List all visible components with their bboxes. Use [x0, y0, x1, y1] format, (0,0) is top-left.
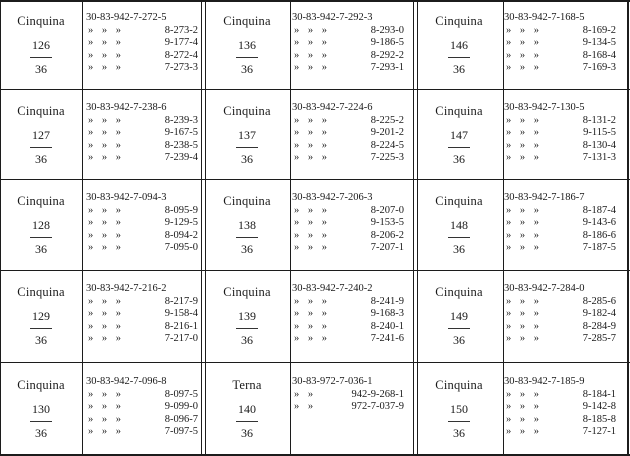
number-sequence-row — [292, 115, 404, 128]
number-sequence: 8-185-8 — [582, 413, 616, 425]
combination-denominator: 36 — [35, 62, 47, 76]
number-sequence: 9-201-2 — [370, 127, 404, 139]
number-sequence-row — [504, 127, 616, 140]
number-sequence-row — [504, 37, 616, 50]
number-sequence: 30-83-972-7-036-1 — [292, 376, 373, 387]
number-sequence-list — [86, 283, 198, 346]
ditto-marks: » » » — [506, 388, 542, 400]
number-sequence-list — [86, 376, 198, 439]
ditto-marks: » » » — [294, 37, 330, 49]
ditto-marks: » » » — [294, 320, 330, 332]
number-sequence: 30-83-942-7-186-7 — [504, 192, 585, 203]
ditto-marks: » » » — [294, 204, 330, 216]
number-sequence: 8-284-9 — [582, 320, 616, 332]
combination-type: Cinquina — [223, 194, 271, 208]
number-sequence: 7-187-5 — [582, 242, 616, 254]
number-sequence: 8-238-5 — [164, 139, 198, 151]
number-sequence-row — [292, 12, 404, 25]
number-sequence-row — [292, 50, 404, 63]
combination-number: 137 — [238, 128, 256, 142]
table-cell — [418, 366, 630, 456]
ditto-marks: » » » — [506, 217, 542, 229]
ditto-marks: » » » — [506, 229, 542, 241]
number-sequence-row — [292, 25, 404, 38]
number-sequence: 8-187-4 — [582, 204, 616, 216]
ditto-marks: » » » — [506, 62, 542, 74]
combination-type: Cinquina — [223, 14, 271, 28]
combination-number: 147 — [450, 128, 468, 142]
number-sequence-row — [86, 376, 198, 389]
number-sequence: 9-186-5 — [370, 37, 404, 49]
number-sequence: 8-206-2 — [370, 229, 404, 241]
ditto-marks: » » » — [88, 401, 124, 413]
ditto-marks: » » » — [88, 139, 124, 151]
number-sequence-row — [504, 192, 616, 205]
number-sequence-row — [504, 217, 616, 230]
number-sequence: 8-224-5 — [370, 139, 404, 151]
ditto-marks: » » » — [506, 152, 542, 164]
fraction-bar — [236, 57, 258, 58]
number-sequence: 30-83-942-7-094-3 — [86, 192, 167, 203]
number-sequence: 7-095-0 — [164, 242, 198, 254]
number-sequence-row — [504, 296, 616, 309]
number-sequence-row — [86, 127, 198, 140]
combination-type: Cinquina — [17, 104, 65, 118]
ditto-marks: » » — [294, 388, 317, 400]
ditto-marks: » » » — [88, 204, 124, 216]
number-sequence-row — [292, 389, 404, 402]
ditto-marks: » » » — [506, 401, 542, 413]
ditto-marks: » » » — [506, 333, 542, 345]
number-sequence: 9-182-4 — [582, 308, 616, 320]
number-sequence: 8-292-2 — [370, 49, 404, 61]
ditto-marks: » » » — [294, 127, 330, 139]
ditto-marks: » » » — [506, 139, 542, 151]
number-sequence: 8-293-0 — [370, 24, 404, 36]
combination-type: Cinquina — [435, 378, 483, 392]
number-sequence-row — [504, 12, 616, 25]
combination-type: Cinquina — [435, 14, 483, 28]
number-sequence-row — [504, 230, 616, 243]
number-sequence: 8-096-7 — [164, 413, 198, 425]
number-sequence-list — [504, 283, 616, 346]
number-sequence: 8-184-1 — [582, 388, 616, 400]
number-sequence-list — [292, 376, 404, 414]
combination-denominator: 36 — [35, 333, 47, 347]
number-sequence-row — [292, 217, 404, 230]
ditto-marks: » » — [294, 401, 317, 413]
fraction-bar — [448, 328, 470, 329]
number-sequence-list — [292, 12, 404, 75]
number-sequence: 8-273-2 — [164, 24, 198, 36]
combination-denominator: 36 — [453, 62, 465, 76]
number-sequence-row — [504, 376, 616, 389]
ditto-marks: » » » — [88, 37, 124, 49]
number-sequence: 9-168-3 — [370, 308, 404, 320]
number-sequence-row — [292, 333, 404, 346]
combination-number: 149 — [450, 309, 468, 323]
number-sequence: 8-285-6 — [582, 295, 616, 307]
number-sequence-row — [86, 401, 198, 414]
number-sequence-row — [86, 217, 198, 230]
number-sequence-row — [504, 50, 616, 63]
number-sequence-row — [504, 242, 616, 255]
number-sequence-list — [292, 283, 404, 346]
ditto-marks: » » » — [88, 308, 124, 320]
number-sequence-row — [86, 192, 198, 205]
number-sequence-row — [86, 115, 198, 128]
number-sequence-list — [86, 102, 198, 165]
number-sequence: 8-240-1 — [370, 320, 404, 332]
ditto-marks: » » » — [506, 24, 542, 36]
number-sequence: 8-094-2 — [164, 229, 198, 241]
number-sequence: 9-158-4 — [164, 308, 198, 320]
fraction-bar — [236, 237, 258, 238]
number-sequence: 30-83-942-7-238-6 — [86, 102, 167, 113]
ditto-marks: » » » — [294, 152, 330, 164]
number-sequence-row — [86, 230, 198, 243]
number-sequence: 8-217-9 — [164, 295, 198, 307]
combination-denominator: 36 — [241, 242, 253, 256]
number-sequence-row — [86, 308, 198, 321]
table-cell — [206, 182, 414, 272]
combination-number: 126 — [32, 38, 50, 52]
number-sequence: 8-216-1 — [164, 320, 198, 332]
number-sequence: 8-130-4 — [582, 139, 616, 151]
number-sequence-row — [86, 333, 198, 346]
ditto-marks: » » » — [88, 62, 124, 74]
number-sequence-row — [292, 296, 404, 309]
table-cell — [0, 2, 202, 92]
combination-type: Cinquina — [17, 14, 65, 28]
number-sequence: 7-207-1 — [370, 242, 404, 254]
number-sequence: 9-115-5 — [583, 127, 616, 139]
combination-denominator: 36 — [453, 426, 465, 440]
number-sequence-row — [292, 102, 404, 115]
ditto-marks: » » » — [88, 49, 124, 61]
ditto-marks: » » » — [294, 24, 330, 36]
number-sequence-row — [504, 140, 616, 153]
table-cell — [0, 366, 202, 456]
number-sequence: 30-83-942-7-096-8 — [86, 376, 167, 387]
ditto-marks: » » » — [294, 217, 330, 229]
number-sequence-list — [86, 192, 198, 255]
number-sequence: 8-207-0 — [370, 204, 404, 216]
combination-number: 139 — [238, 309, 256, 323]
number-sequence-row — [292, 283, 404, 296]
fraction-bar — [30, 147, 52, 148]
table-cell — [418, 2, 630, 92]
number-sequence: 9-142-8 — [582, 401, 616, 413]
number-sequence-list — [292, 102, 404, 165]
number-sequence: 972-7-037-9 — [351, 401, 404, 413]
number-sequence: 30-83-942-7-272-5 — [86, 12, 167, 23]
combination-number: 129 — [32, 309, 50, 323]
combination-number: 146 — [450, 38, 468, 52]
number-sequence-row — [86, 205, 198, 218]
number-sequence: 7-131-3 — [582, 152, 616, 164]
combination-number: 140 — [238, 402, 256, 416]
combination-number: 136 — [238, 38, 256, 52]
number-sequence: 9-177-4 — [164, 37, 198, 49]
ditto-marks: » » » — [88, 127, 124, 139]
ditto-marks: » » » — [294, 333, 330, 345]
number-sequence: 30-83-942-7-240-2 — [292, 283, 373, 294]
combination-denominator: 36 — [35, 152, 47, 166]
ditto-marks: » » » — [88, 24, 124, 36]
number-sequence-row — [504, 321, 616, 334]
fraction-bar — [30, 421, 52, 422]
ditto-marks: » » » — [506, 127, 542, 139]
number-sequence: 7-169-3 — [582, 62, 616, 74]
number-sequence-row — [292, 401, 404, 414]
number-sequence-list — [292, 192, 404, 255]
combination-number: 148 — [450, 218, 468, 232]
number-sequence: 8-241-9 — [370, 295, 404, 307]
number-sequence: 8-097-5 — [164, 388, 198, 400]
number-sequence-row — [504, 333, 616, 346]
number-sequence-row — [86, 152, 198, 165]
number-sequence: 30-83-942-7-168-5 — [504, 12, 585, 23]
number-sequence-row — [86, 140, 198, 153]
combination-type: Cinquina — [223, 285, 271, 299]
table-cell — [418, 273, 630, 363]
ditto-marks: » » » — [88, 152, 124, 164]
number-sequence-row — [86, 426, 198, 439]
number-sequence-row — [292, 308, 404, 321]
combination-type: Cinquina — [17, 285, 65, 299]
combination-number: 150 — [450, 402, 468, 416]
combination-denominator: 36 — [241, 62, 253, 76]
number-sequence: 7-225-3 — [370, 152, 404, 164]
combination-denominator: 36 — [241, 426, 253, 440]
ditto-marks: » » » — [506, 426, 542, 438]
combination-denominator: 36 — [35, 242, 47, 256]
number-sequence: 9-153-5 — [370, 217, 404, 229]
combination-denominator: 36 — [241, 152, 253, 166]
number-sequence-row — [292, 62, 404, 75]
number-sequence: 7-217-0 — [164, 333, 198, 345]
ditto-marks: » » » — [88, 295, 124, 307]
number-sequence-row — [504, 102, 616, 115]
number-sequence: 30-83-942-7-185-9 — [504, 376, 585, 387]
number-sequence-row — [504, 25, 616, 38]
number-sequence-list — [504, 376, 616, 439]
number-sequence: 9-099-0 — [164, 401, 198, 413]
number-sequence: 30-83-942-7-292-3 — [292, 12, 373, 23]
number-sequence-list — [504, 192, 616, 255]
table-cell — [418, 182, 630, 272]
combination-type: Cinquina — [435, 104, 483, 118]
combination-number: 128 — [32, 218, 50, 232]
fraction-bar — [448, 421, 470, 422]
ditto-marks: » » » — [294, 139, 330, 151]
ditto-marks: » » » — [88, 242, 124, 254]
fraction-bar — [236, 328, 258, 329]
number-sequence-row — [504, 205, 616, 218]
ditto-marks: » » » — [506, 413, 542, 425]
number-sequence-row — [504, 426, 616, 439]
ditto-marks: » » » — [294, 308, 330, 320]
ditto-marks: » » » — [88, 426, 124, 438]
fraction-bar — [448, 147, 470, 148]
fraction-bar — [236, 147, 258, 148]
number-sequence-row — [86, 389, 198, 402]
table-cell — [0, 273, 202, 363]
ditto-marks: » » » — [88, 229, 124, 241]
number-sequence-row — [86, 414, 198, 427]
combination-denominator: 36 — [241, 333, 253, 347]
number-sequence: 7-285-7 — [582, 333, 616, 345]
ditto-marks: » » » — [506, 242, 542, 254]
table-cell — [0, 182, 202, 272]
number-sequence-row — [504, 62, 616, 75]
number-sequence: 8-169-2 — [582, 24, 616, 36]
number-sequence: 30-83-942-7-206-3 — [292, 192, 373, 203]
number-sequence: 9-167-5 — [164, 127, 198, 139]
combination-type: Cinquina — [435, 194, 483, 208]
ditto-marks: » » » — [506, 295, 542, 307]
number-sequence-row — [292, 242, 404, 255]
fraction-bar — [448, 57, 470, 58]
combination-number: 127 — [32, 128, 50, 142]
number-sequence-row — [292, 192, 404, 205]
number-sequence: 8-239-3 — [164, 114, 198, 126]
ditto-marks: » » » — [506, 204, 542, 216]
ditto-marks: » » » — [506, 114, 542, 126]
fraction-bar — [30, 237, 52, 238]
combination-type: Terna — [232, 378, 262, 392]
number-sequence: 30-83-942-7-284-0 — [504, 283, 585, 294]
number-sequence-row — [86, 37, 198, 50]
number-sequence-row — [86, 283, 198, 296]
number-sequence-row — [504, 152, 616, 165]
ditto-marks: » » » — [88, 413, 124, 425]
combination-number: 130 — [32, 402, 50, 416]
ditto-marks: » » » — [506, 308, 542, 320]
ditto-marks: » » » — [88, 114, 124, 126]
number-sequence-row — [292, 205, 404, 218]
number-sequence-row — [292, 37, 404, 50]
ditto-marks: » » » — [88, 217, 124, 229]
number-sequence-row — [504, 401, 616, 414]
ditto-marks: » » » — [294, 242, 330, 254]
number-sequence-list — [86, 12, 198, 75]
number-sequence-row — [292, 321, 404, 334]
ditto-marks: » » » — [506, 49, 542, 61]
combination-number: 138 — [238, 218, 256, 232]
combination-denominator: 36 — [453, 242, 465, 256]
number-sequence-row — [86, 50, 198, 63]
table-cell — [418, 92, 630, 182]
number-sequence-row — [292, 140, 404, 153]
fraction-bar — [30, 328, 52, 329]
number-sequence: 8-095-9 — [164, 204, 198, 216]
table-cell — [206, 273, 414, 363]
number-sequence-row — [292, 152, 404, 165]
number-sequence: 9-134-5 — [582, 37, 616, 49]
number-sequence: 8-225-2 — [370, 114, 404, 126]
ditto-marks: » » » — [294, 295, 330, 307]
number-sequence-row — [504, 308, 616, 321]
number-sequence: 7-239-4 — [164, 152, 198, 164]
ditto-marks: » » » — [506, 37, 542, 49]
number-sequence-row — [292, 230, 404, 243]
combination-type: Cinquina — [17, 378, 65, 392]
number-sequence-list — [504, 12, 616, 75]
number-sequence: 7-293-1 — [370, 62, 404, 74]
number-sequence-row — [292, 127, 404, 140]
combination-type: Cinquina — [17, 194, 65, 208]
fraction-bar — [236, 421, 258, 422]
fraction-bar — [448, 237, 470, 238]
number-sequence: 8-186-6 — [582, 229, 616, 241]
number-sequence-row — [504, 414, 616, 427]
number-sequence-row — [86, 296, 198, 309]
number-sequence: 9-129-5 — [164, 217, 198, 229]
number-sequence-list — [504, 102, 616, 165]
combination-denominator: 36 — [35, 426, 47, 440]
number-sequence: 8-272-4 — [164, 49, 198, 61]
combination-type: Cinquina — [435, 285, 483, 299]
ditto-marks: » » » — [506, 320, 542, 332]
ditto-marks: » » » — [294, 62, 330, 74]
ditto-marks: » » » — [294, 114, 330, 126]
number-sequence: 942-9-268-1 — [351, 388, 404, 400]
ditto-marks: » » » — [294, 49, 330, 61]
combination-type: Cinquina — [223, 104, 271, 118]
number-sequence-row — [86, 25, 198, 38]
table-cell — [206, 366, 414, 456]
ditto-marks: » » » — [88, 320, 124, 332]
number-sequence: 7-097-5 — [164, 426, 198, 438]
number-sequence-row — [292, 376, 404, 389]
combination-denominator: 36 — [453, 333, 465, 347]
table-cell — [206, 92, 414, 182]
fraction-bar — [30, 57, 52, 58]
number-sequence-row — [86, 102, 198, 115]
number-sequence: 9-143-6 — [582, 217, 616, 229]
number-sequence: 30-83-942-7-224-6 — [292, 102, 373, 113]
number-sequence: 7-241-6 — [370, 333, 404, 345]
number-sequence-row — [504, 283, 616, 296]
number-sequence-row — [86, 321, 198, 334]
number-sequence: 7-273-3 — [164, 62, 198, 74]
combination-denominator: 36 — [453, 152, 465, 166]
number-sequence: 8-168-4 — [582, 49, 616, 61]
number-sequence-row — [86, 12, 198, 25]
number-sequence: 7-127-1 — [582, 426, 616, 438]
number-sequence-row — [504, 389, 616, 402]
number-sequence-row — [86, 62, 198, 75]
number-sequence: 30-83-942-7-216-2 — [86, 283, 167, 294]
number-sequence: 30-83-942-7-130-5 — [504, 102, 585, 113]
number-sequence-row — [504, 115, 616, 128]
table-cell — [206, 2, 414, 92]
ditto-marks: » » » — [88, 333, 124, 345]
number-sequence-row — [86, 242, 198, 255]
number-sequence: 8-131-2 — [582, 114, 616, 126]
table-cell — [0, 92, 202, 182]
ditto-marks: » » » — [88, 388, 124, 400]
ditto-marks: » » » — [294, 229, 330, 241]
